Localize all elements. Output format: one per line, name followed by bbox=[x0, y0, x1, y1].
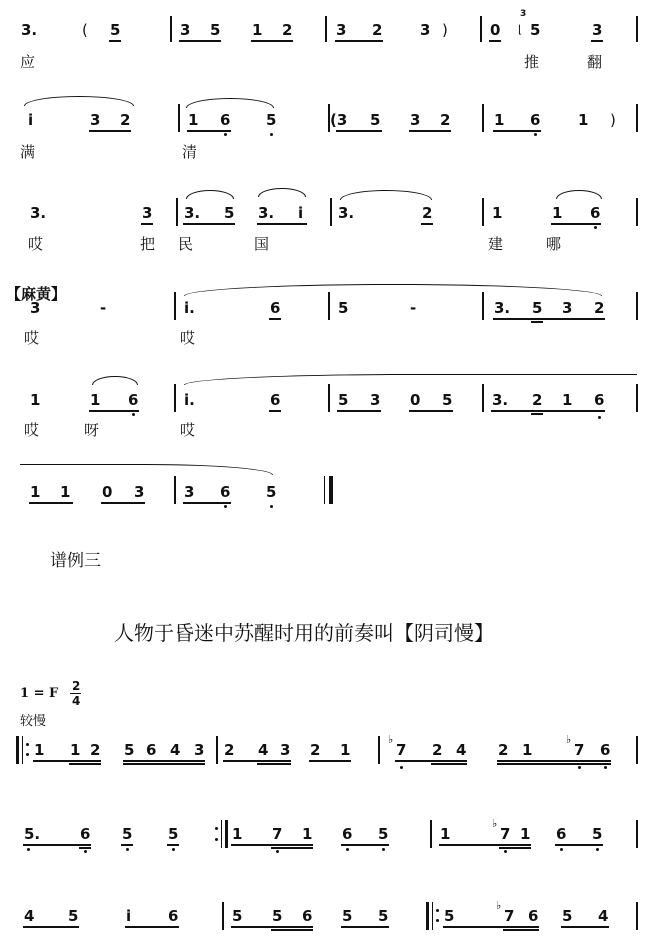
low-dot bbox=[594, 226, 597, 229]
note: 3. bbox=[258, 204, 275, 222]
underline bbox=[489, 40, 501, 42]
note: 6 bbox=[528, 907, 539, 925]
note: 5 bbox=[444, 907, 455, 925]
underline bbox=[443, 926, 539, 928]
note: 3. bbox=[338, 204, 355, 222]
slur bbox=[186, 190, 234, 199]
note: 2 bbox=[282, 21, 293, 39]
low-dot bbox=[270, 505, 273, 508]
note: 1 bbox=[562, 391, 573, 409]
underline bbox=[257, 763, 291, 765]
qupai-label: 【麻黄】 bbox=[6, 285, 67, 303]
barline bbox=[636, 384, 638, 412]
note: 1 bbox=[494, 111, 505, 129]
low-dot bbox=[132, 413, 135, 416]
flat-sign: ♭ bbox=[388, 733, 394, 746]
repeat-dot bbox=[215, 827, 218, 830]
note: 7 bbox=[500, 825, 511, 843]
lyric: 哪 bbox=[546, 235, 562, 253]
barline bbox=[216, 736, 218, 764]
barline bbox=[480, 16, 482, 42]
repeat-end-thin bbox=[221, 820, 222, 848]
note: 6 bbox=[270, 391, 281, 409]
note: 3 bbox=[336, 21, 347, 39]
barline bbox=[328, 292, 330, 320]
underline bbox=[123, 760, 205, 762]
grace-mark: ⌊ bbox=[518, 23, 523, 36]
note: 5 bbox=[338, 299, 349, 317]
underline bbox=[271, 929, 313, 931]
note: 1 bbox=[578, 111, 589, 129]
note: 2 bbox=[372, 21, 383, 39]
note: 3 bbox=[184, 483, 195, 501]
underline bbox=[125, 926, 179, 928]
note: 1 bbox=[70, 741, 81, 759]
repeat-dot bbox=[26, 753, 29, 756]
low-dot bbox=[346, 848, 349, 851]
lyric: 哎 bbox=[180, 329, 196, 347]
note: 7 bbox=[396, 741, 407, 759]
low-dot bbox=[84, 850, 87, 853]
note: 5 bbox=[266, 111, 277, 129]
low-dot bbox=[172, 848, 175, 851]
underline bbox=[79, 847, 91, 849]
note: 1 bbox=[90, 391, 101, 409]
note: 5 bbox=[530, 21, 541, 39]
note: 5 bbox=[338, 391, 349, 409]
note: 2 bbox=[498, 741, 509, 759]
lyric: 应 bbox=[20, 53, 36, 71]
underline bbox=[409, 410, 453, 412]
barline bbox=[482, 104, 484, 132]
barline bbox=[482, 292, 484, 320]
underline bbox=[187, 130, 231, 132]
barline bbox=[178, 104, 180, 132]
barline bbox=[636, 104, 638, 132]
underline bbox=[29, 502, 73, 504]
note: 3 bbox=[134, 483, 145, 501]
low-dot bbox=[400, 766, 403, 769]
note: 1 bbox=[34, 741, 45, 759]
low-dot bbox=[270, 133, 273, 136]
note: 6 bbox=[594, 391, 605, 409]
barline bbox=[482, 384, 484, 412]
note: 3 bbox=[180, 21, 191, 39]
note: 4 bbox=[598, 907, 609, 925]
note: - bbox=[100, 299, 107, 317]
note: 1 bbox=[302, 825, 313, 843]
note: 3. bbox=[30, 204, 47, 222]
low-dot bbox=[276, 850, 279, 853]
low-dot bbox=[126, 848, 129, 851]
note: 1 bbox=[252, 21, 263, 39]
note: 1 bbox=[440, 825, 451, 843]
underline bbox=[551, 223, 601, 225]
note: 5 bbox=[378, 825, 389, 843]
barline bbox=[174, 384, 176, 412]
lyric: 呀 bbox=[84, 421, 100, 439]
barline bbox=[378, 736, 380, 764]
note: 2 bbox=[440, 111, 451, 129]
note: 5 bbox=[68, 907, 79, 925]
note: i bbox=[298, 204, 304, 222]
repeat-dot bbox=[215, 838, 218, 841]
note: 3 bbox=[562, 299, 573, 317]
note: 7 bbox=[504, 907, 515, 925]
barline bbox=[636, 292, 638, 320]
barline bbox=[330, 198, 332, 226]
note: 1 bbox=[492, 204, 503, 222]
underline bbox=[493, 318, 605, 320]
note: 5 bbox=[122, 825, 133, 843]
low-dot bbox=[224, 505, 227, 508]
underline bbox=[491, 410, 605, 412]
underline bbox=[497, 760, 611, 762]
note: i. bbox=[184, 299, 195, 317]
note: (3 bbox=[330, 111, 348, 129]
note: 3 bbox=[142, 204, 153, 222]
note: 3 bbox=[420, 21, 431, 39]
repeat-start-thick bbox=[16, 736, 19, 764]
underline bbox=[231, 844, 313, 846]
barline bbox=[176, 198, 178, 226]
note: 4 bbox=[24, 907, 35, 925]
lyric: 民 bbox=[178, 235, 194, 253]
underline bbox=[167, 844, 179, 846]
underline bbox=[341, 926, 389, 928]
lyric: 国 bbox=[254, 235, 270, 253]
note: 4 bbox=[456, 741, 467, 759]
underline bbox=[251, 40, 293, 42]
underline bbox=[269, 410, 281, 412]
note: 7 bbox=[272, 825, 283, 843]
barline bbox=[430, 820, 432, 848]
note: 2 bbox=[120, 111, 131, 129]
flat-sign: ♭ bbox=[566, 733, 572, 746]
barline bbox=[636, 16, 638, 42]
key-signature: 1 = F bbox=[20, 686, 59, 701]
note: 7 bbox=[574, 741, 585, 759]
repeat-dot bbox=[436, 919, 439, 922]
note: 2 bbox=[90, 741, 101, 759]
underline bbox=[431, 763, 467, 765]
note: 5 bbox=[532, 299, 543, 317]
lyric: 哎 bbox=[24, 329, 40, 347]
low-dot bbox=[560, 848, 563, 851]
lyric: 满 bbox=[20, 143, 36, 161]
low-dot bbox=[578, 766, 581, 769]
underline bbox=[439, 844, 531, 846]
note: 6 bbox=[590, 204, 601, 222]
barline bbox=[222, 902, 224, 930]
note: 3 bbox=[194, 741, 205, 759]
final-barline-thin bbox=[324, 476, 325, 504]
note: 3 bbox=[592, 21, 603, 39]
repeat-start-thin bbox=[22, 736, 23, 764]
note: 5 bbox=[232, 907, 243, 925]
note: 3 bbox=[410, 111, 421, 129]
note: 1 bbox=[188, 111, 199, 129]
note: 5 bbox=[370, 111, 381, 129]
slur bbox=[184, 284, 602, 296]
note: 1 bbox=[552, 204, 563, 222]
note: 6 bbox=[168, 907, 179, 925]
note: 5. bbox=[24, 825, 41, 843]
underline bbox=[101, 502, 145, 504]
slur bbox=[258, 188, 306, 197]
meter-top: 2 bbox=[72, 679, 81, 693]
tempo-marking: 较慢 bbox=[20, 714, 47, 729]
note: 5 bbox=[442, 391, 453, 409]
note: 3 bbox=[30, 299, 41, 317]
underline bbox=[231, 926, 313, 928]
note: 3 bbox=[280, 741, 291, 759]
barline bbox=[636, 736, 638, 764]
note: 6 bbox=[146, 741, 157, 759]
note: 3. bbox=[494, 299, 511, 317]
barline bbox=[482, 198, 484, 226]
underline bbox=[183, 502, 231, 504]
barline bbox=[328, 384, 330, 412]
paren-close: ) bbox=[610, 111, 616, 129]
note: 6 bbox=[220, 483, 231, 501]
note: 2 bbox=[432, 741, 443, 759]
slur bbox=[20, 464, 273, 475]
note: 3. bbox=[184, 204, 201, 222]
note: i. bbox=[184, 391, 195, 409]
underline bbox=[269, 318, 281, 320]
note: 2 bbox=[310, 741, 321, 759]
note: 4 bbox=[170, 741, 181, 759]
underline bbox=[493, 130, 541, 132]
note: - bbox=[410, 299, 417, 317]
section-title: 人物于昏迷中苏醒时用的前奏叫【阴司慢】 bbox=[114, 621, 494, 645]
underline bbox=[499, 847, 531, 849]
example-caption: 谱例三 bbox=[50, 551, 101, 571]
underline bbox=[531, 413, 543, 415]
repeat-start-thin bbox=[432, 902, 433, 930]
underline bbox=[33, 760, 101, 762]
underline bbox=[121, 844, 133, 846]
underline bbox=[183, 223, 235, 225]
note: 5 bbox=[562, 907, 573, 925]
note: 6 bbox=[342, 825, 353, 843]
note: 5 bbox=[110, 21, 121, 39]
underline bbox=[497, 763, 611, 765]
note: 1 bbox=[340, 741, 351, 759]
note: 1 bbox=[232, 825, 243, 843]
note: 5 bbox=[168, 825, 179, 843]
note: 2 bbox=[224, 741, 235, 759]
underline bbox=[395, 760, 467, 762]
slur bbox=[92, 376, 138, 385]
underline bbox=[23, 844, 91, 846]
lyric: 推 bbox=[524, 53, 540, 71]
underline bbox=[89, 130, 131, 132]
barline bbox=[636, 198, 638, 226]
underline bbox=[335, 40, 383, 42]
note: 3. bbox=[492, 391, 509, 409]
underline bbox=[555, 844, 603, 846]
note: 1 bbox=[30, 483, 41, 501]
note: 2 bbox=[422, 204, 433, 222]
low-dot bbox=[534, 133, 537, 136]
barline bbox=[174, 292, 176, 320]
underline bbox=[409, 130, 451, 132]
note: 3 bbox=[370, 391, 381, 409]
low-dot bbox=[504, 850, 507, 853]
low-dot bbox=[604, 766, 607, 769]
note: 5 bbox=[224, 204, 235, 222]
grace-note: 3 bbox=[520, 9, 527, 19]
repeat-end-thick bbox=[225, 820, 228, 848]
barline bbox=[325, 16, 327, 42]
note: 6 bbox=[220, 111, 231, 129]
note: 6 bbox=[302, 907, 313, 925]
note: 2 bbox=[532, 391, 543, 409]
underline bbox=[531, 321, 543, 323]
paren-close: ) bbox=[442, 21, 448, 39]
lyric: 翻 bbox=[587, 53, 603, 71]
note: 6 bbox=[80, 825, 91, 843]
note: 5 bbox=[272, 907, 283, 925]
lyric: 建 bbox=[488, 235, 504, 253]
slur bbox=[556, 190, 602, 199]
note: 1 bbox=[60, 483, 71, 501]
note: 1 bbox=[522, 741, 533, 759]
meter-bottom: 4 bbox=[72, 694, 81, 708]
flat-sign: ♭ bbox=[496, 899, 502, 912]
lyric: 清 bbox=[182, 143, 198, 161]
underline bbox=[337, 410, 381, 412]
note: 2 bbox=[594, 299, 605, 317]
underline bbox=[421, 223, 433, 225]
barline bbox=[174, 476, 176, 504]
note: 3. bbox=[21, 21, 38, 39]
lyric: 把 bbox=[140, 235, 156, 253]
underline bbox=[591, 40, 603, 42]
repeat-start-thick bbox=[426, 902, 429, 930]
barline bbox=[636, 902, 638, 930]
slur bbox=[24, 96, 134, 106]
note: 5 bbox=[378, 907, 389, 925]
underline bbox=[271, 847, 313, 849]
repeat-dot bbox=[436, 909, 439, 912]
lyric: 哎 bbox=[24, 421, 40, 439]
underline bbox=[109, 40, 121, 42]
repeat-dot bbox=[26, 743, 29, 746]
underline bbox=[141, 223, 153, 225]
flat-sign: ♭ bbox=[492, 817, 498, 830]
underline bbox=[223, 760, 291, 762]
note: 5 bbox=[592, 825, 603, 843]
note: 0 bbox=[102, 483, 113, 501]
slur bbox=[184, 374, 637, 385]
note: 0 bbox=[490, 21, 501, 39]
note: 6 bbox=[600, 741, 611, 759]
note: 4 bbox=[258, 741, 269, 759]
underline bbox=[341, 844, 389, 846]
low-dot bbox=[382, 848, 385, 851]
note: 5 bbox=[342, 907, 353, 925]
underline bbox=[336, 130, 382, 132]
note: 6 bbox=[530, 111, 541, 129]
underline bbox=[561, 926, 609, 928]
underline bbox=[179, 40, 221, 42]
note: 6 bbox=[556, 825, 567, 843]
note: 5 bbox=[210, 21, 221, 39]
barline bbox=[636, 820, 638, 848]
slur bbox=[340, 190, 432, 200]
note: 1 bbox=[520, 825, 531, 843]
note: 0 bbox=[410, 391, 421, 409]
lyric: 哎 bbox=[28, 235, 44, 253]
low-dot bbox=[27, 848, 30, 851]
low-dot bbox=[224, 133, 227, 136]
paren-open: ( bbox=[82, 21, 88, 39]
slur bbox=[186, 98, 274, 108]
note: 1 bbox=[30, 391, 41, 409]
lyric: 哎 bbox=[180, 421, 196, 439]
note: 6 bbox=[128, 391, 139, 409]
underline bbox=[123, 763, 205, 765]
underline bbox=[257, 223, 307, 225]
underline bbox=[503, 929, 539, 931]
underline bbox=[69, 763, 101, 765]
underline bbox=[89, 410, 139, 412]
low-dot bbox=[598, 416, 601, 419]
note: 5 bbox=[124, 741, 135, 759]
low-dot bbox=[596, 848, 599, 851]
underline bbox=[309, 760, 351, 762]
note: 5 bbox=[266, 483, 277, 501]
note: i bbox=[126, 907, 132, 925]
barline bbox=[170, 16, 172, 42]
note: 6 bbox=[270, 299, 281, 317]
final-barline-thick bbox=[329, 476, 333, 504]
underline bbox=[23, 926, 79, 928]
note: 3 bbox=[90, 111, 101, 129]
note: i bbox=[28, 111, 34, 129]
